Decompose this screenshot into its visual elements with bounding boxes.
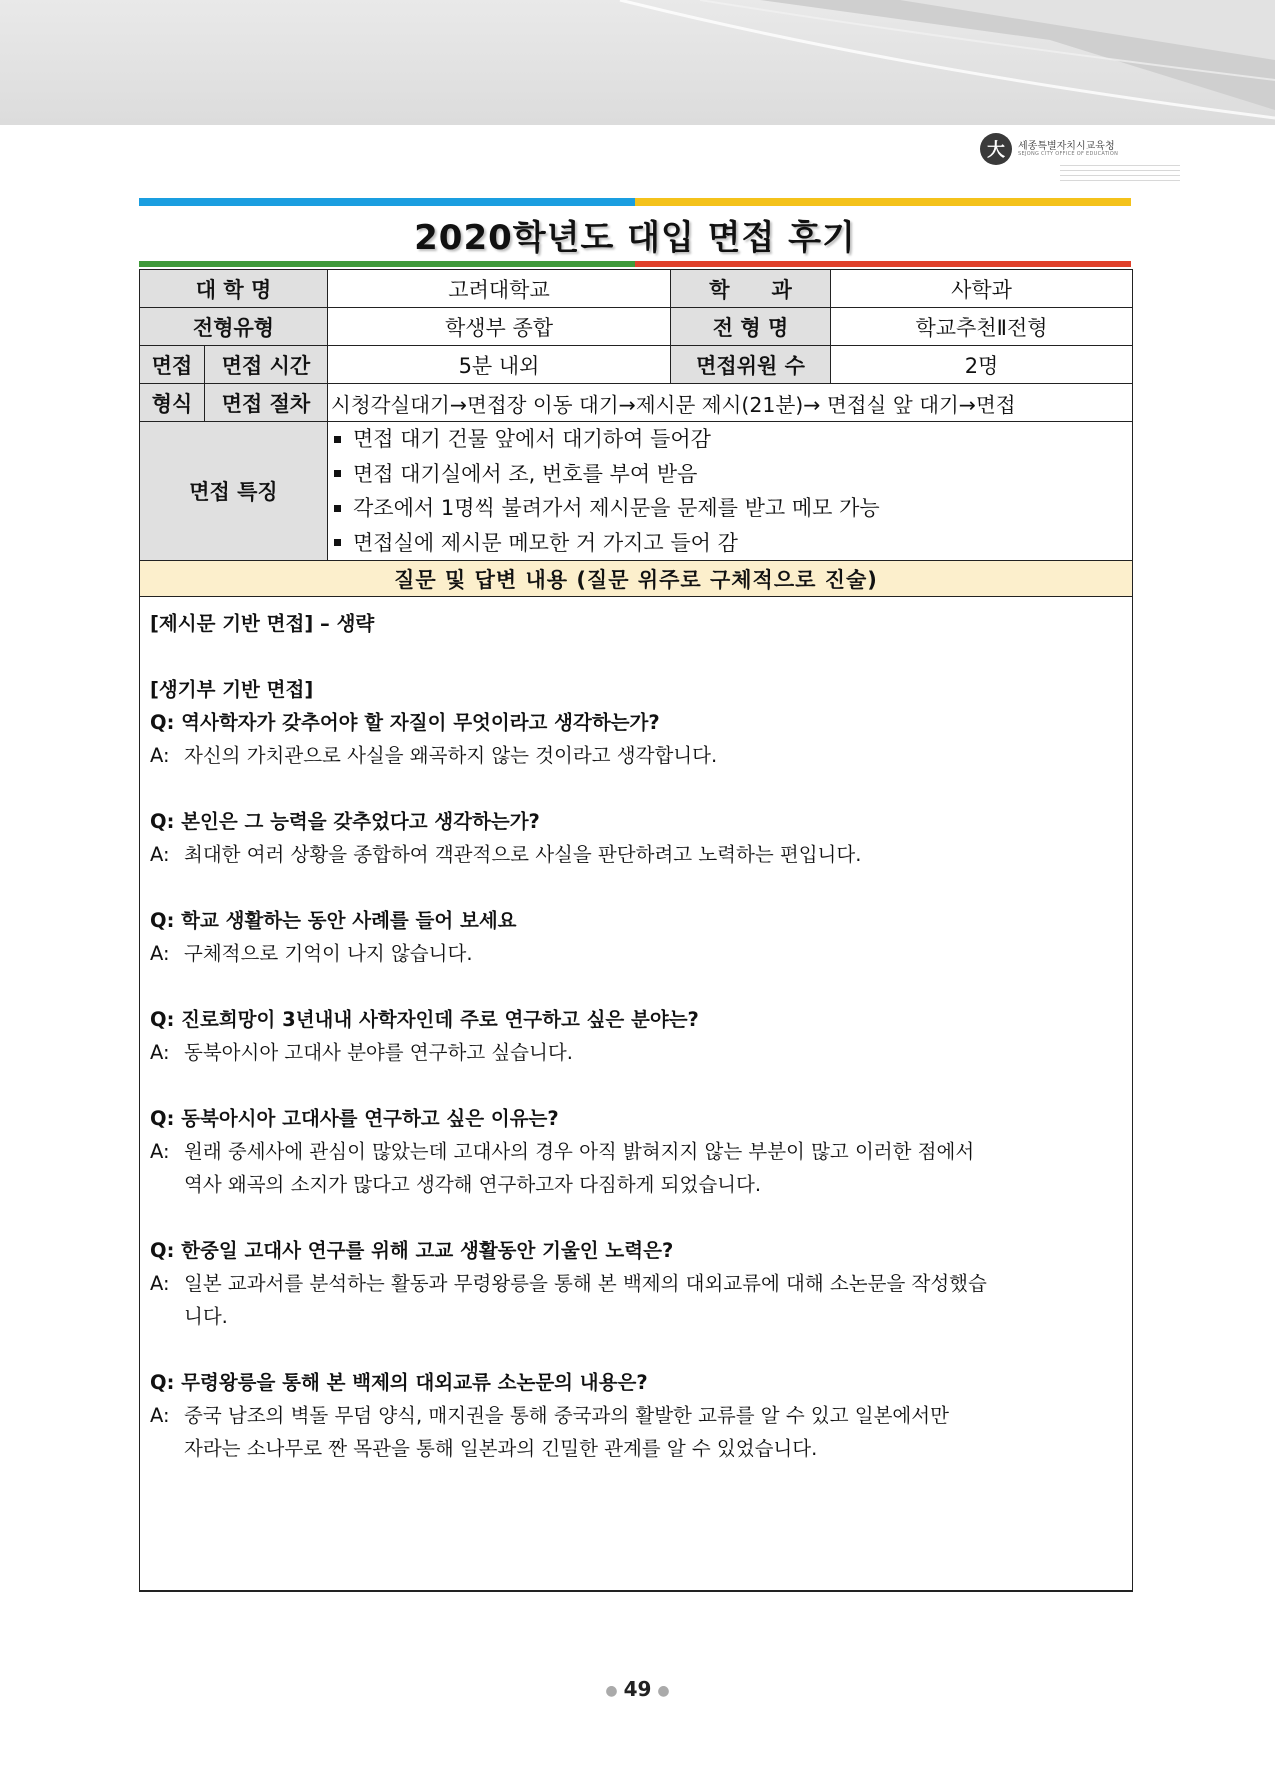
question-text: 한중일 고대사 연구를 위해 고교 생활동안 기울인 노력은? (181, 1239, 674, 1262)
table-row (140, 422, 1133, 561)
list-item: 면접 대기실에서 조, 번호를 부여 받음 (332, 457, 1128, 492)
header-decoration (0, 0, 1275, 125)
title-top-bar (139, 198, 1131, 206)
department-label: 학 과 (671, 270, 831, 308)
interview-info-table (139, 269, 1133, 1592)
procedure-label: 면접 절차 (205, 384, 328, 422)
table-row (140, 384, 1133, 422)
section-title: 질문 및 답변 내용 (질문 위주로 구체적으로 진술) (140, 561, 1133, 597)
page-number: ● 49 ● (605, 1677, 670, 1701)
admission-type-value: 학생부 종합 (328, 308, 671, 346)
procedure-value: 시청각실대기→면접장 이동 대기→제시문 제시(21분)→ 면접실 앞 대기→면접 (328, 384, 1133, 422)
table-row (140, 561, 1133, 597)
admission-track-label: 전 형 명 (671, 308, 831, 346)
list-item: 각조에서 1명씩 불려가서 제시문을 문제를 받고 메모 가능 (332, 491, 1128, 526)
format-label-1: 면접 (140, 346, 205, 384)
answer: A: 원래 중세사에 관심이 많았는데 고대사의 경우 아직 밝혀지지 않는 부분이 많고 이러한 점에서 (150, 1135, 1132, 1168)
question: Q: 본인은 그 능력을 갖추었다고 생각하는가? (150, 810, 540, 833)
answer-text: 자라는 소나무로 짠 목관을 통해 일본과의 긴밀한 관계를 알 수 있었습니다. (184, 1437, 818, 1460)
features-cell (328, 422, 1133, 561)
question: Q: 한중일 고대사 연구를 위해 고교 생활동안 기울인 노력은? (150, 1239, 674, 1262)
university-label: 대 학 명 (140, 270, 328, 308)
answer-text: 원래 중세사에 관심이 많았는데 고대사의 경우 아직 밝혀지지 않는 부분이 많고 이러한 점에서 (184, 1140, 975, 1163)
answer-text: 동북아시아 고대사 분야를 연구하고 싶습니다. (184, 1041, 573, 1064)
panel-count-label: 면접위원 수 (671, 346, 831, 384)
answer: A: 구체적으로 기억이 나지 않습니다. (150, 937, 1132, 970)
question: Q: 역사학자가 갖추어야 할 자질이 무엇이라고 생각하는가? (150, 711, 660, 734)
interview-time-label: 면접 시간 (205, 346, 328, 384)
answer-text: 니다. (184, 1305, 228, 1328)
question-text: 역사학자가 갖추어야 할 자질이 무엇이라고 생각하는가? (181, 711, 660, 734)
question: Q: 진로희망이 3년내내 사학자인데 주로 연구하고 싶은 분야는? (150, 1008, 699, 1031)
answer: A: 자신의 가치관으로 사실을 왜곡하지 않는 것이라고 생각합니다. (150, 739, 1132, 772)
table-row (140, 308, 1133, 346)
sejong-emblem-icon: 大 (980, 133, 1012, 165)
answer-text: 일본 교과서를 분석하는 활동과 무령왕릉을 통해 본 백제의 대외교류에 대해 소논문을 작성했습 (184, 1272, 987, 1295)
question: Q: 무령왕릉을 통해 본 백제의 대외교류 소논문의 내용은? (150, 1371, 648, 1394)
answer-text: 역사 왜곡의 소지가 많다고 생각해 연구하고자 다짐하게 되었습니다. (184, 1173, 762, 1196)
page-title: 2020학년도 대입 면접 후기 (414, 218, 856, 258)
logo-decoration-lines (1060, 165, 1180, 185)
answer-text: 자신의 가치관으로 사실을 왜곡하지 않는 것이라고 생각합니다. (184, 744, 718, 767)
office-name-en: SEJONG CITY OFFICE OF EDUCATION (1018, 150, 1119, 157)
features-label: 면접 특징 (140, 422, 328, 561)
table-row (140, 346, 1133, 384)
office-name (1018, 141, 1118, 158)
answer-text: 구체적으로 기억이 나지 않습니다. (184, 942, 473, 965)
qa-content-cell (140, 597, 1133, 1592)
university-value: 고려대학교 (328, 270, 671, 308)
office-logo (980, 132, 1118, 166)
list-item: 면접 대기 건물 앞에서 대기하여 들어감 (332, 422, 1128, 457)
header-band (0, 0, 1275, 125)
answer: A: 일본 교과서를 분석하는 활동과 무령왕릉을 통해 본 백제의 대외교류에 대해 소논문을 작성했습 (150, 1267, 1132, 1300)
interview-time-value: 5분 내외 (328, 346, 671, 384)
question-text: 학교 생활하는 동안 사례를 들어 보세요 (181, 909, 517, 932)
answer: A: 중국 남조의 벽돌 무덤 양식, 매지권을 통해 중국과의 활발한 교류를 알 수 있고 일본에서만 (150, 1399, 1132, 1432)
format-label-2: 형식 (140, 384, 205, 422)
question-text: 무령왕릉을 통해 본 백제의 대외교류 소논문의 내용은? (181, 1371, 648, 1394)
question-text: 동북아시아 고대사를 연구하고 싶은 이유는? (181, 1107, 559, 1130)
passage-interview-heading: [제시문 기반 면접] – 생략 (150, 612, 375, 635)
department-value: 사학과 (831, 270, 1133, 308)
panel-count-value: 2명 (831, 346, 1133, 384)
answer-continued (150, 1300, 1132, 1333)
admission-type-label: 전형유형 (140, 308, 328, 346)
answer-text: 중국 남조의 벽돌 무덤 양식, 매지권을 통해 중국과의 활발한 교류를 알 수 있고 일본에서만 (184, 1404, 949, 1427)
record-interview-heading: [생기부 기반 면접] (150, 678, 314, 701)
list-item: 면접실에 제시문 메모한 거 가지고 들어 감 (332, 526, 1128, 561)
admission-track-value: 학교추천Ⅱ전형 (831, 308, 1133, 346)
question-text: 진로희망이 3년내내 사학자인데 주로 연구하고 싶은 분야는? (181, 1008, 699, 1031)
table-row (140, 597, 1133, 1592)
question-text: 본인은 그 능력을 갖추었다고 생각하는가? (181, 810, 540, 833)
answer-continued (150, 1168, 1132, 1201)
question: Q: 동북아시아 고대사를 연구하고 싶은 이유는? (150, 1107, 559, 1130)
answer: A: 동북아시아 고대사 분야를 연구하고 싶습니다. (150, 1036, 1132, 1069)
answer-continued (150, 1432, 1132, 1465)
features-list (332, 422, 1128, 560)
table-row (140, 270, 1133, 308)
answer: A: 최대한 여러 상황을 종합하여 객관적으로 사실을 판단하려고 노력하는 편입니다. (150, 838, 1132, 871)
question: Q: 학교 생활하는 동안 사례를 들어 보세요 (150, 909, 517, 932)
office-name-ko: 세종특별자치시교육청 (1018, 140, 1115, 152)
answer-text: 최대한 여러 상황을 종합하여 객관적으로 사실을 판단하려고 노력하는 편입니다. (184, 843, 862, 866)
title-bottom-bar (139, 261, 1131, 267)
qa-content (140, 597, 1132, 1465)
